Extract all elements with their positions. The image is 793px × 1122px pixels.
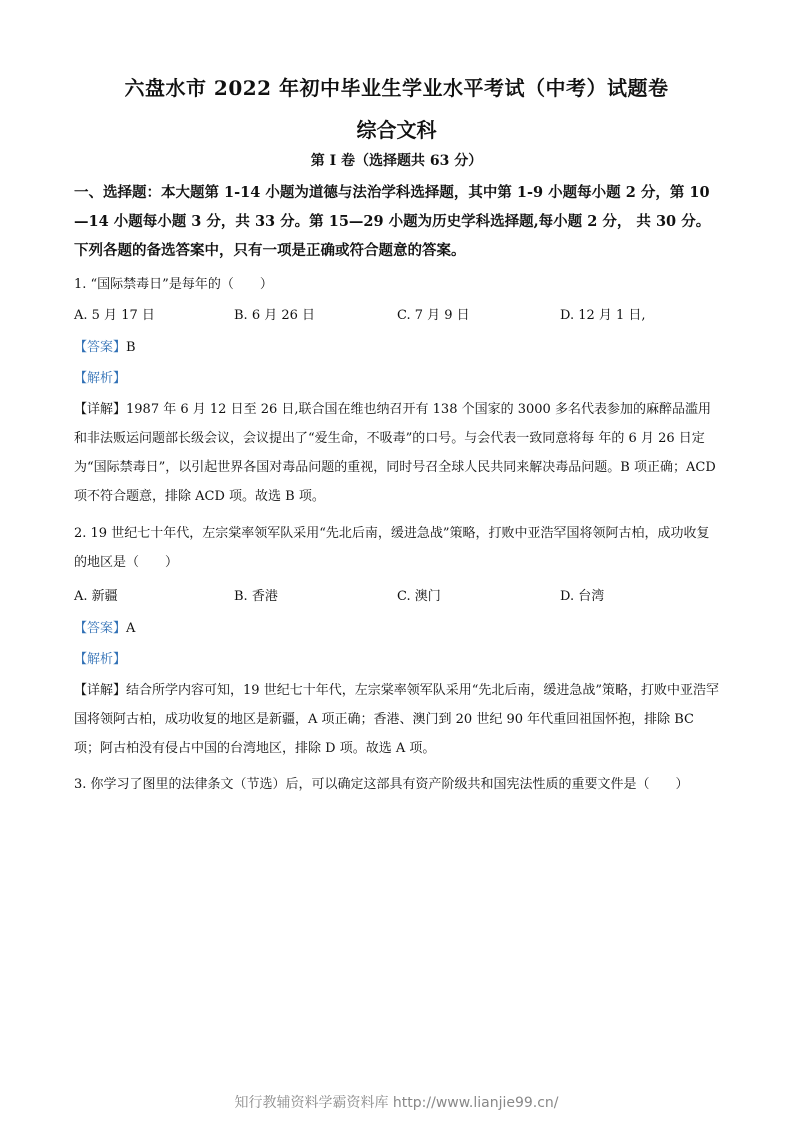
answer-tag: 【答案】: [74, 621, 127, 636]
answer-value: A: [126, 621, 136, 636]
question-2-option-a: A. 新疆: [74, 589, 118, 604]
section-heading: 第 I 卷（选择题共 63 分）: [310, 153, 483, 169]
question-1-answer: [74, 340, 724, 356]
detail-tag: 【详解】: [74, 402, 127, 417]
analysis-tag: 【解析】: [74, 371, 127, 386]
question-2-stem: 2. 19 世纪七十年代，左宗棠率领军队采用“先北后南，缓进急战”策略，打败中亚浩罕国将领阿古柏，成功收复的地区是（ ）: [74, 526, 710, 570]
footer-watermark: 知行教辅资料学霸资料库 http://www.lianjie99.cn/: [234, 1095, 559, 1111]
question-2-detail: [74, 676, 722, 763]
question-3-stem: 3. 你学习了图里的法律条文（节选）后，可以确定这部具有资产阶级共和国宪法性质的重要文件是（ ）: [74, 777, 689, 792]
question-2-option-b: B. 香港: [234, 589, 278, 604]
detail-tag: 【详解】: [74, 683, 127, 698]
page-subtitle: 综合文科: [356, 118, 437, 142]
analysis-tag: 【解析】: [74, 652, 127, 667]
question-2-option-d: D. 台湾: [560, 589, 605, 604]
question-2-option-c: C. 澳门: [397, 589, 441, 604]
question-1-detail: [74, 395, 722, 511]
question-1-analysis-tag: [74, 371, 724, 387]
question-1-stem: 1. “国际禁毒日”是每年的（ ）: [74, 277, 273, 292]
answer-value: B: [126, 340, 136, 355]
question-1-option-b: B. 6 月 26 日: [234, 308, 316, 323]
question-1-option-d: D. 12 月 1 日,: [560, 308, 646, 323]
page-title: 六盘水市 2022 年初中毕业生学业水平考试（中考）试题卷: [124, 76, 669, 100]
question-2-analysis-tag: [74, 652, 724, 668]
section-instructions: 一、选择题：本大题第 1-14 小题为道德与法治学科选择题，其中第 1-9 小题每小题 2 分，第 10—14 小题每小题 3 分，共 33 分。第 15—29 小题为历史学科选择题,每小题 2 分， 共 30 分。下列各题的备选答案中，只有一项是正确或符合题意的答案。: [74, 184, 711, 259]
question-1-option-c: C. 7 月 9 日: [397, 308, 470, 323]
question-1-option-a: A. 5 月 17 日: [74, 308, 155, 323]
detail-text: 结合所学内容可知，19 世纪七十年代，左宗棠率领军队采用“先北后南，缓进急战”策略，打败中亚浩罕国将领阿古柏，成功收复的地区是新疆，A 项正确；香港、澳门到 20 世纪 90 年代重回祖国怀抱，排除 BC 项；阿古柏没有侵占中国的台湾地区，排除 D 项。故选 A 项。: [74, 683, 719, 756]
answer-tag: 【答案】: [74, 340, 127, 355]
detail-text: 1987 年 6 月 12 日至 26 日,联合国在维也纳召开有 138 个国家的 3000 多名代表参加的麻醉品滥用和非法贩运问题部长级会议，会议提出了“爱生命，不吸毒”的口号。与会代表一致同意将每 年的 6 月 26 日定为“国际禁毒日”，以引起世界各国对毒品问题的重视，同时号召全球人民共同来解决毒品问题。B 项正确；ACD 项不符合题意，排除 ACD 项。故选 B 项。: [74, 402, 716, 504]
question-2-answer: [74, 621, 724, 637]
